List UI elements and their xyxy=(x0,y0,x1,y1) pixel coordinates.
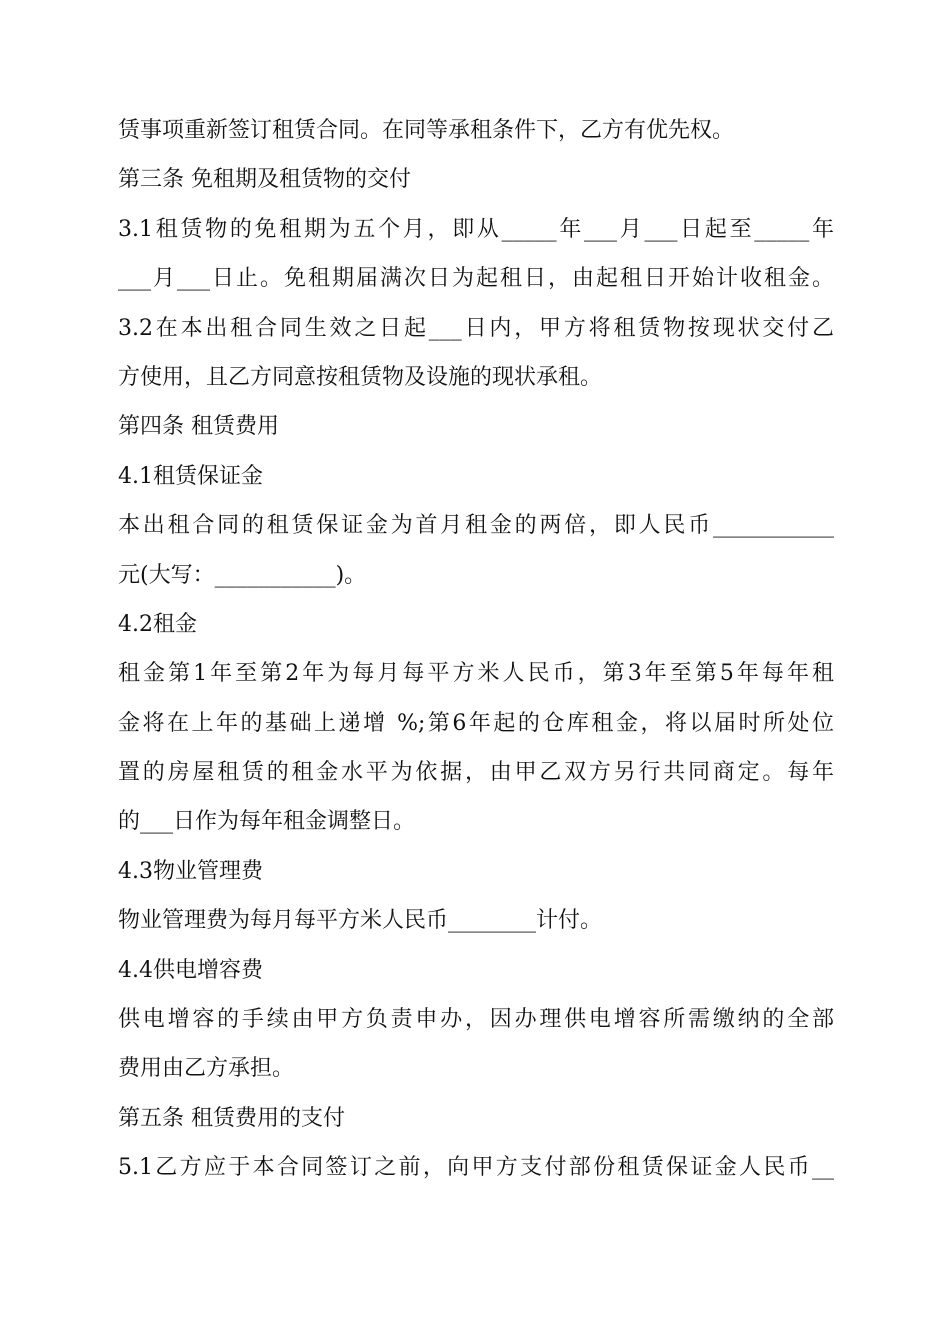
subsection-heading: 4.3物业管理费 xyxy=(118,858,263,884)
text-line: 3.1租赁物的免租期为五个月，即从_____年___月___日起至_____年 xyxy=(118,216,834,242)
text-line: 赁事项重新签订租赁合同。在同等承租条件下，乙方有优先权。 xyxy=(118,118,735,143)
text-line: 费用由乙方承担。 xyxy=(118,1056,295,1082)
subsection-heading: 4.4供电增容费 xyxy=(118,957,263,983)
text-line: ___月___日止。免租期届满次日为起租日，由起租日开始计收租金。 xyxy=(118,266,834,292)
section-heading: 第四条 租赁费用 xyxy=(118,414,279,440)
document-body xyxy=(118,106,834,1193)
text-line: 5.1乙方应于本合同签订之前，向甲方支付部份租赁保证金人民币__ xyxy=(118,1155,834,1181)
text-line: 供电增容的手续由甲方负责申办，因办理供电增容所需缴纳的全部 xyxy=(118,1007,834,1033)
text-line: 方使用，且乙方同意按租赁物及设施的现状承租。 xyxy=(118,364,603,390)
text-line: 租金第1年至第2年为每月每平方米人民币，第3年至第5年每年租 xyxy=(118,661,834,687)
text-line: 元(大写：___________)。 xyxy=(118,562,367,588)
text-line: 3.2在本出租合同生效之日起___日内，甲方将租赁物按现状交付乙 xyxy=(118,315,834,341)
text-line: 物业管理费为每月每平方米人民币________计付。 xyxy=(118,908,603,934)
section-heading: 第五条 租赁费用的支付 xyxy=(118,1105,345,1131)
text-line: 本出租合同的租赁保证金为首月租金的两倍，即人民币___________ xyxy=(118,513,834,539)
text-line: 的___日作为每年租金调整日。 xyxy=(118,809,416,835)
text-line: 置的房屋租赁的租金水平为依据，由甲乙双方另行共同商定。每年 xyxy=(118,760,834,786)
section-heading: 第三条 免租期及租赁物的交付 xyxy=(118,167,411,193)
subsection-heading: 4.1租赁保证金 xyxy=(118,463,263,489)
subsection-heading: 4.2租金 xyxy=(118,611,197,637)
text-line: 金将在上年的基础上递增 %;第6年起的仓库租金，将以届时所处位 xyxy=(118,710,834,736)
